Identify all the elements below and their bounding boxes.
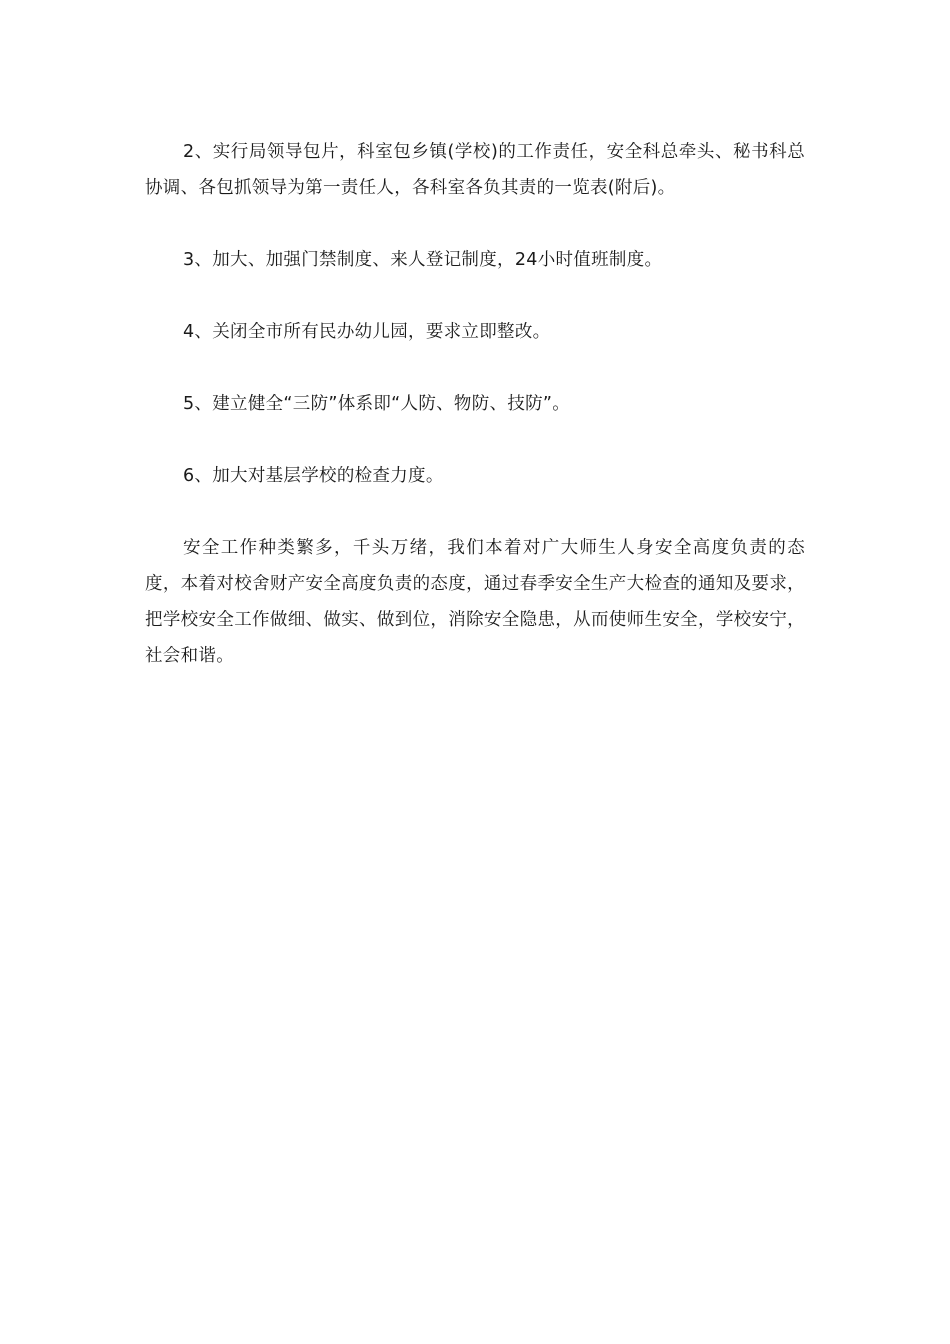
list-item-3: 3、加大、加强门禁制度、来人登记制度，24小时值班制度。 bbox=[183, 250, 663, 270]
list-item-6: 6、加大对基层学校的检查力度。 bbox=[183, 466, 444, 486]
document-body bbox=[145, 134, 805, 674]
closing-paragraph: 安全工作种类繁多，千头万绪，我们本着对广大师生人身安全高度负责的态度，本着对校舍财产安全高度负责的态度，通过春季安全生产大检查的通知及要求，把学校安全工作做细、做实、做到位，消除安全隐患，从而使师生安全，学校安宁，社会和谐。 bbox=[145, 538, 805, 666]
list-item-2: 2、实行局领导包片，科室包乡镇(学校)的工作责任，安全科总牵头、秘书科总协调、各包抓领导为第一责任人，各科室各负其责的一览表(附后)。 bbox=[145, 142, 805, 198]
list-item-5: 5、建立健全“三防”体系即“人防、物防、技防”。 bbox=[183, 394, 571, 414]
list-item-4: 4、关闭全市所有民办幼儿园，要求立即整改。 bbox=[183, 322, 551, 342]
